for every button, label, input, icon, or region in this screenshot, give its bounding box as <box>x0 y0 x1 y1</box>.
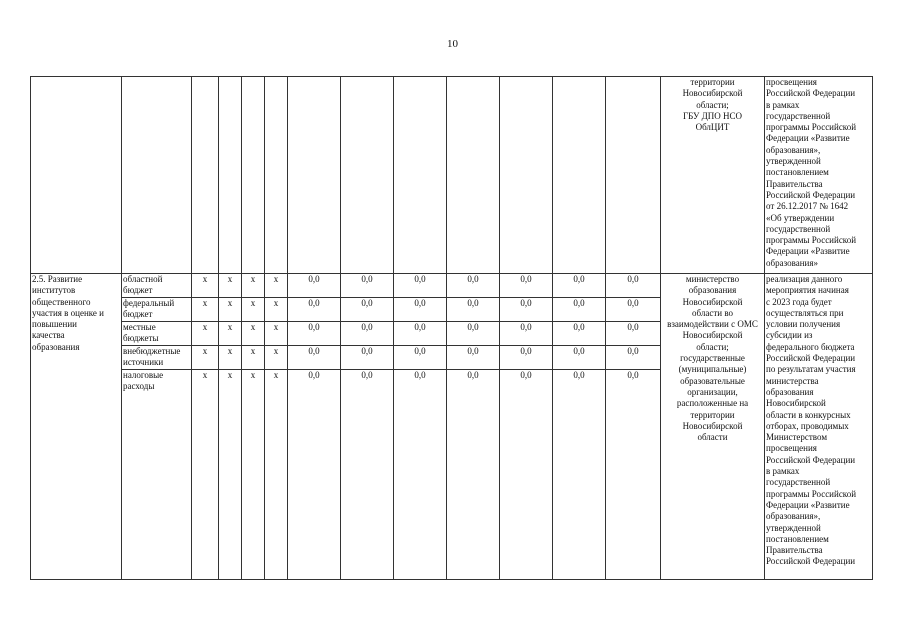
value-cell: 0,0 <box>394 370 447 580</box>
value-cell: 0,0 <box>606 322 661 346</box>
value-cell: 0,0 <box>606 298 661 322</box>
empty-cell <box>31 77 122 274</box>
code-cell: х <box>265 322 288 346</box>
responsible-organization: министерство образования Новосибирской области во взаимодействии с ОМС Новосибирской области; государственные (муниципальные) образовательные организации, расположенные на территории Новосибирской области <box>661 274 765 580</box>
value-cell: 0,0 <box>500 370 553 580</box>
value-cell: 0,0 <box>288 298 341 322</box>
empty-cell <box>500 77 553 274</box>
code-cell: х <box>265 298 288 322</box>
continuation-row <box>31 77 873 274</box>
funding-source: федеральный бюджет <box>122 298 192 322</box>
measure-note-continued: просвещения Российской Федерации в рамках государственной программы Российской Федерации «Развитие образования», утвержденной постановлением Правительства Российской Федерации от 26.12.2017 № 1642 «Об утверждении государственной программы Российской Федерации «Развитие образования» <box>765 77 873 274</box>
value-cell: 0,0 <box>606 346 661 370</box>
value-cell: 0,0 <box>553 346 606 370</box>
code-cell: х <box>192 322 219 346</box>
code-cell: х <box>192 274 219 298</box>
table-row <box>31 274 873 298</box>
code-cell: х <box>219 298 242 322</box>
funding-source: местные бюджеты <box>122 322 192 346</box>
code-cell: х <box>265 346 288 370</box>
empty-cell <box>447 77 500 274</box>
code-cell: х <box>265 370 288 580</box>
code-cell: х <box>242 370 265 580</box>
value-cell: 0,0 <box>500 298 553 322</box>
empty-cell <box>219 77 242 274</box>
value-cell: 0,0 <box>341 346 394 370</box>
value-cell: 0,0 <box>288 370 341 580</box>
value-cell: 0,0 <box>553 298 606 322</box>
value-cell: 0,0 <box>500 346 553 370</box>
value-cell: 0,0 <box>341 298 394 322</box>
code-cell: х <box>242 298 265 322</box>
value-cell: 0,0 <box>394 298 447 322</box>
value-cell: 0,0 <box>288 322 341 346</box>
code-cell: х <box>192 370 219 580</box>
value-cell: 0,0 <box>447 274 500 298</box>
budget-table <box>30 76 873 580</box>
empty-cell <box>553 77 606 274</box>
empty-cell <box>242 77 265 274</box>
value-cell: 0,0 <box>447 346 500 370</box>
code-cell: х <box>192 298 219 322</box>
value-cell: 0,0 <box>553 370 606 580</box>
value-cell: 0,0 <box>341 370 394 580</box>
code-cell: х <box>265 274 288 298</box>
responsible-organization-continued: территории Новосибирской области; ГБУ ДПО НСО ОблЦИТ <box>661 77 765 274</box>
page-number: 10 <box>447 38 458 50</box>
funding-source: внебюджетные источники <box>122 346 192 370</box>
funding-source: областной бюджет <box>122 274 192 298</box>
value-cell: 0,0 <box>553 274 606 298</box>
code-cell: х <box>242 274 265 298</box>
value-cell: 0,0 <box>394 322 447 346</box>
value-cell: 0,0 <box>606 370 661 580</box>
empty-cell <box>288 77 341 274</box>
value-cell: 0,0 <box>500 274 553 298</box>
value-cell: 0,0 <box>288 274 341 298</box>
empty-cell <box>394 77 447 274</box>
code-cell: х <box>242 322 265 346</box>
code-cell: х <box>219 322 242 346</box>
code-cell: х <box>242 346 265 370</box>
value-cell: 0,0 <box>553 322 606 346</box>
measure-name: 2.5. Развитие институтов общественного участия в оценке и повышении качества образования <box>31 274 122 580</box>
funding-source: налоговые расходы <box>122 370 192 580</box>
code-cell: х <box>219 274 242 298</box>
value-cell: 0,0 <box>606 274 661 298</box>
empty-cell <box>606 77 661 274</box>
code-cell: х <box>192 346 219 370</box>
value-cell: 0,0 <box>447 322 500 346</box>
value-cell: 0,0 <box>394 346 447 370</box>
value-cell: 0,0 <box>341 274 394 298</box>
code-cell: х <box>219 346 242 370</box>
empty-cell <box>192 77 219 274</box>
empty-cell <box>265 77 288 274</box>
value-cell: 0,0 <box>288 346 341 370</box>
value-cell: 0,0 <box>447 298 500 322</box>
empty-cell <box>341 77 394 274</box>
measure-note: реализация данного мероприятия начиная с 2023 года будет осуществляться при условии получения субсидии из федерального бюджета Российской Федерации по результатам участия министерства образования Новосибирской области в конкурсных отборах, проводимых Министерством просвещения Российской Федерации в рамках государственной программы Российской Федерации «Развитие образования», утвержденной постановлением Правительства Российской Федерации <box>765 274 873 580</box>
code-cell: х <box>219 370 242 580</box>
empty-cell <box>122 77 192 274</box>
value-cell: 0,0 <box>500 322 553 346</box>
value-cell: 0,0 <box>447 370 500 580</box>
value-cell: 0,0 <box>394 274 447 298</box>
value-cell: 0,0 <box>341 322 394 346</box>
